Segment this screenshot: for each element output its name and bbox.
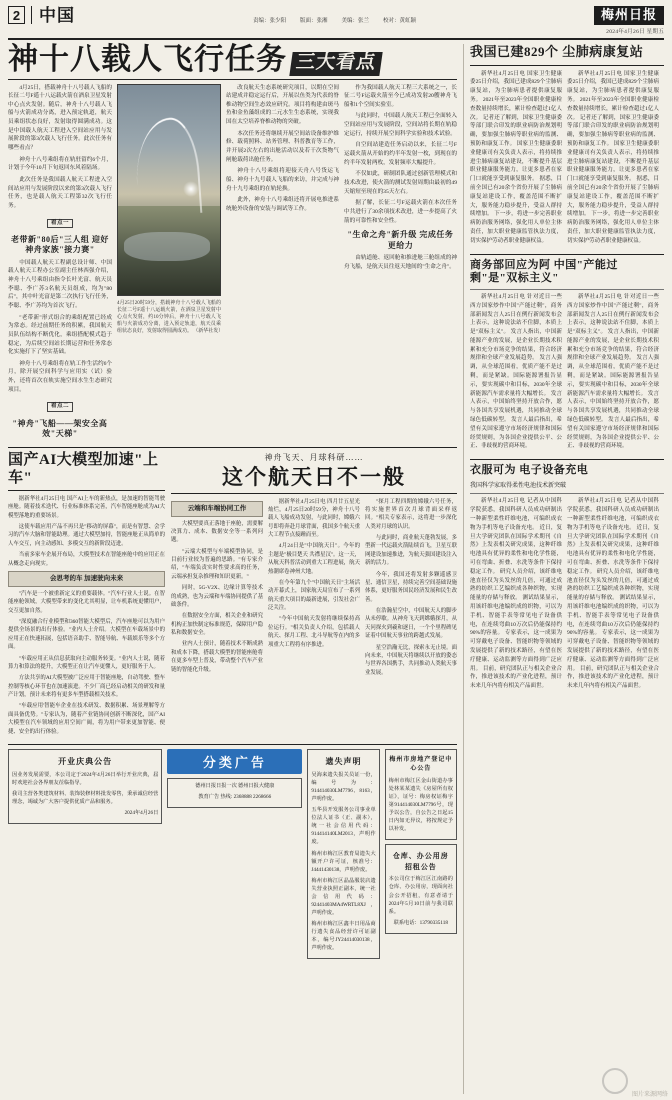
rail-body-1: 新华社4月25日电 国家卫生健康委25日介绍，我国已建成829个尘肺病康复站，为尘肺病患者提供康复服务。 2021年至2023年全国职业健康检查数量持续增长，累计检查超过1亿人次。 记者还了解到，国家卫生健康委等部门联合印发的职业病防治规划明确，要加强尘肺病等职业病的监测、预防和康复工作。 国家卫生健康委职业健康司有关负责人表示，将持续推进尘肺病康复站建设，不断提升基层职业健康服务能力，让更多患者在家门口就能享受到康复服务。 据悉，目前全国已有20余个省份开展了尘肺病康复站建设工作，覆盖范围不断扩大，服务能力稳步提升，受益人群持续增加。 下一步，将进一步完善职业病防治服务网络，强化用人单位主体责任，加大职业健康监管执法力度，切实保护劳动者职业健康权益。	[470, 70, 562, 244]
ai-p1: 这使车载应用产品不再只是"移动的屏幕"，而是有智慧、会学习的汽车大脑和智能助理。通过大模型加持，智能座舱正从简单的人车交互，向主动感知、多模交互的新阶段迈进。	[8, 524, 165, 547]
nameplate	[594, 6, 664, 35]
ai-s1: "汽车是一个被重新定义的重要载体。"汽车行业人士说。在智能座舱领域，大模型带来的变化尤其明显，让车机系统更懂用户，交互更加自然。	[8, 590, 165, 614]
rail-article-2	[470, 259, 664, 455]
rail-article-1	[470, 44, 664, 249]
lead-subhead-1	[8, 216, 112, 230]
lead-article	[8, 84, 457, 443]
classified-banner[interactable]: 分类广告	[167, 749, 302, 774]
ad-loss-notice[interactable]	[307, 749, 379, 959]
ad-loss-5: 梅州市梅江区鑫丰日用品商行遗失食品经营许可证副本，编号JY24414030138，声明作废。	[311, 921, 376, 952]
ad-opening-body-2: 我司主营各类建筑材料、装饰装修材料批发零售，秉承诚信经营理念，竭诚为广大客户提供优质产品和服务。	[12, 791, 159, 806]
ai-dateline: 据新华社4月25日电 国产AI上车的新热点，是加速的智能驾驶座舱。随着技术迭代、行业标准体系完善，汽车智能座舱成为AI大模型落地的重要场景。	[8, 495, 165, 519]
ad-property-body: 梅州市梅江区金山街道办事处林某某遗失《房屋所有权证》，证号：梅房权证梅字第914414030LM7796号，现予以公告，自公告之日起15日内如无异议，将按规定予以补发。	[388, 777, 453, 833]
ad-loss-title: 遗失声明	[325, 756, 362, 766]
credit-editor: 责编：张少阳	[252, 18, 286, 24]
ai-article-body-col1	[8, 495, 165, 736]
lead-c4-p5: 据了解，长征二号F运载火箭在本次任务中共进行了30余项技术改进，进一步提高了火箭的可靠性和安全性。	[344, 200, 457, 224]
space-day-article	[171, 452, 457, 739]
ai-c3: 同时，5G-V2X、边缘计算等技术的成熟，也为云端和车端协同提供了基础条件。	[171, 585, 263, 608]
issue-date: 2024年4月26日 星期五	[606, 29, 664, 36]
space-day-columns	[171, 498, 457, 681]
lead-subhead-2	[8, 399, 112, 413]
ad-opening-notice[interactable]	[8, 749, 162, 824]
ai-band-1: 会思考的车 加速驶向未来	[8, 571, 165, 587]
ad-right-column	[385, 749, 457, 959]
ai-s2: "深度融合行业模型和360智能大模型后，汽车座舱可以为用户提供全场景的出行体验。"业内人士介绍。大模型在车载场景中的应用正在快速拓展，包括语音助手、智能导航、车载娱乐等多个方面。	[8, 619, 165, 651]
lead-c3-p2: 本次任务还将继续开展空间站设备维护维修、载荷照料、站务管理、科普教育等工作，并开展2次左右的出舱活动以及若干次货物气闸舱载荷出舱任务。	[226, 130, 339, 163]
photo-caption: 4月25日20时59分，搭载神舟十八号载人飞船的长征二号F遥十八运载火箭，在酒泉卫星发射中心点火发射，约10分钟后，神舟十八号载人飞船与火箭成功分离，进入预定轨道，航天员乘组状态良好，发射取得圆满成功。 （新华社发）	[117, 300, 224, 334]
space-p7: 今年，我国还将发射多颗遥感卫星、通信卫星，持续完善空间基础设施体系，更好服务国民经济发展和民生改善。	[365, 571, 457, 603]
ai-article-title: 国产AI大模型加速"上车"	[8, 452, 159, 486]
ad-warehouse-contact: 联系电话：13790335118	[393, 919, 448, 926]
lead-tail-title: "生命之舟"新升级 完成任务更给力	[347, 230, 454, 250]
masthead	[8, 6, 664, 40]
ad-left-column	[8, 749, 162, 959]
ad-notice-column	[307, 749, 379, 959]
lead-sub-body-1: 中国载人航天工程副总设计师、中国载人航天工程办公室副主任林西强介绍，神舟十八号乘组由指令长叶光富、航天员李聪、李广苏3名航天员组成，均为"80后"，其中叶光富是第二次执行飞行任务，李聪、李广苏均为首次飞行。	[8, 259, 112, 309]
credit-art: 美编：张兰	[341, 18, 369, 24]
main-content	[8, 44, 464, 1094]
space-p5: "探月工程四期的嫦娥六号任务，将实施世界首次月球背面采样返回。"相关专家表示，这将进一步深化人类对月球的认识。	[365, 498, 457, 530]
space-day-col-3	[365, 498, 457, 681]
lead-c4-p4: 不仅如此，研制团队通过创新管理模式和技术改进，使火箭的测试发射周期由最初的49天缩短至现在的35天左右。	[344, 171, 457, 195]
space-p3: 在今年第九个"中国航天日"主场活动开幕式上，国家航天局宣布了一系列航天重大项目的最新进展，引发社会广泛关注。	[268, 579, 360, 612]
rail-title-3: 衣服可为 电子设备充电	[470, 464, 589, 477]
ai-c2: "云端大模型与车端模型协同，是目前行业较为普遍的思路。"有专家介绍，"车端负责实时性要求高的任务，云端承担复杂推理和知识更新。"	[171, 548, 263, 580]
rail-title-2: 商务部回应为阿 中国"产能过剩"是"双标主义"	[470, 258, 618, 284]
space-p8: 在浩瀚星空中，中国航天人的脚步从未停歇。从神舟飞天到嫦娥探月，从天问探火到羲和逐日，一个个里程碑见证着中国航天事业的跨越式发展。	[365, 608, 457, 640]
space-day-col-1	[171, 498, 263, 681]
lead-c3-p3: 神舟十八号乘组将迎接天舟八号货运飞船、神舟十九号载人飞船的来访，并完成与神舟十九号乘组的在轨轮换。	[226, 168, 339, 192]
space-day-title: 这个航天日不一般	[222, 465, 406, 490]
ai-article	[8, 452, 165, 739]
credit-proof: 校对：黄虹颖	[383, 18, 417, 24]
watermark-circle-icon	[602, 1068, 628, 1094]
classified-ads	[8, 744, 457, 959]
ai-c5: 业内人士预计，随着技术不断成熟和成本下降，搭载大模型的智能座舱将在更多车型上普及，带动整个汽车产业链的智能化升级。	[171, 641, 263, 673]
rail-body-3: 新华社4月25日电 记者从中国科学院获悉，我国科研人员成功研制出一种新型柔性纤维电池，可编织成衣物为手机等电子设备充电。 近日，复旦大学研究团队在国际学术期刊《自然》上发表相关研究成果，这种纤维电池具有优异的柔性和电化学性能，可在弯曲、折叠、水洗等条件下保持稳定工作。 研究人员介绍，该纤维电池直径仅为头发丝的几倍，可通过成熟的纺织工艺编织成各种织物，实现能量的存储与释放。 测试结果显示，用该纤维电池编织成的织物，可以为手机、智能手表等常见电子设备供电，在连续弯曲10万次后仍能保持约90%的容量。 专家表示，这一成果为可穿戴电子设备、智能织物等领域的发展提供了新的技术路径，有望在医疗健康、运动监测等方面得到广泛应用。 目前，研究团队正与相关企业合作，推进该技术的产业化进程，预计未来几年内将有相关产品面世。	[470, 498, 562, 690]
rail-subtitle-3: 我国科学家取得柔性电池技术新突破	[470, 483, 567, 490]
lead-p2: 神舟十八号乘组将在轨驻留约6个月，计划于今年10月下旬返回东风着陆场。	[8, 156, 112, 172]
space-p6: 与此同时，商业航天蓬勃发展，多型新一代运载火箭陆续首飞，卫星互联网建设加速推进，为航天强国建设注入新的活力。	[365, 535, 457, 567]
right-rail	[464, 44, 664, 1094]
ad-loss-2: 五华县开发服务公司事业单位法人证书（正、副本），统一社会信用代码：914414140LM2013，声明作废。	[311, 807, 376, 846]
ad-property-notice[interactable]	[385, 749, 457, 840]
lead-subtitle-2: "神舟"飞船——架安全高效"天梯"	[12, 418, 108, 438]
ad-opening-title: 开业庆典公告	[58, 756, 113, 766]
space-p1: 据新华社4月25日电 四月廿五星光灿烂，4月25日20时59分，神舟十八号载人飞船成功发射，与此同时，嫦娥六号即将奔赴月球背面，我国多个航天重大工程节点接踵而至。	[268, 498, 360, 539]
lead-sub-body-3: 神舟十八号乘组将在轨工作生活约6个月，除开展空间科学与应用实（试）验外，还将首次在轨实施空间水生生态研究项目。	[8, 360, 112, 393]
ad-banner-column	[167, 749, 302, 959]
lead-c3-p1: 改良航天生态系统研究项目，以期在空间站建成并稳定运行后，开展以鱼类为代表的脊椎动物空间生态效应研究。项目将构建由斑马鱼和金鱼藻组成的二元水生生态系统，实现我国在太空培养脊椎动物的突破。	[226, 84, 339, 126]
ad-warehouse-title: 仓库、办公用房 招租公告	[392, 852, 449, 871]
ad-loss-4: 梅州市梅江区晶晶服装店遗失营业执照正副本，统一社会信用代码：92441403MA4WRTL8XJ，声明作废。	[311, 877, 376, 916]
launch-photo	[117, 84, 221, 296]
ad-warehouse-body: 本公司位于梅江区江南路的仓库、办公用房，现面向社会公开招租，有意者请于2024年5月10日前与我司联系。	[388, 876, 453, 915]
ad-hotline-box[interactable]	[167, 778, 302, 808]
ai-p2: 当前多家车企展开布局，大模型技术在智能座舱中的应用正在从概念走向现实。	[8, 552, 165, 567]
ad-warehouse-notice[interactable]	[385, 844, 457, 933]
page-number: 2	[8, 6, 25, 24]
ai-c1: 大模型要真正落地于座舱，需要解决算力、成本、数据安全等一系列问题。	[171, 520, 263, 544]
rail-body-2b: 新华社4月25日电 针对近日一些西方国家炒作中国"产能过剩"，商务部新闻发言人25日在例行新闻发布会上表示，这种说法站不住脚，本质上是"双标主义"。 发言人指出，中国新能源产业的发展，是企业长期技术积累和充分市场竞争的结果，符合经济规律和全球产业发展趋势。 发言人强调，从全球范围看，优质产能不是过剩，而是紧缺。国际能源署报告显示，要实现碳中和目标，2030年全球新能源汽车需求量将大幅增长。 发言人表示，中国始终坚持开放合作，愿与各国共享发展机遇，共同推动全球绿色低碳转型。 发言人最后指出，希望有关国家遵守市场经济规律和国际经贸规则，为各国企业提供公平、公正、非歧视的营商环境。	[567, 293, 659, 450]
lead-p3: 此次任务是我国载人航天工程进入空间站应用与发展阶段以来的第3次载人飞行任务，也是载人航天工程第32次飞行任务。	[8, 177, 112, 210]
space-day-eyebrow: 神舟飞天、月球科研……	[264, 453, 364, 463]
secondary-section	[8, 447, 457, 739]
rail-title-1: 我国已建829个 尘肺病康复站	[470, 44, 644, 59]
credit-layout: 版面：张湘	[299, 18, 328, 24]
rail-body-2: 新华社4月25日电 针对近日一些西方国家炒作中国"产能过剩"，商务部新闻发言人25日在例行新闻发布会上表示，这种说法站不住脚，本质上是"双标主义"。 发言人指出，中国新能源产业的发展，是企业长期技术积累和充分市场竞争的结果，符合经济规律和全球产业发展趋势。 发言人强调，从全球范围看，优质产能不是过剩，而是紧缺。国际能源署报告显示，要实现碳中和目标，2030年全球新能源汽车需求量将大幅增长。 发言人表示，中国始终坚持开放合作，愿与各国共享发展机遇，共同推动全球绿色低碳转型。 发言人最后指出，希望有关国家遵守市场经济规律和国际经贸规则，为各国企业提供公平、公正、非歧视的营商环境。	[470, 293, 562, 450]
watermark-text: 图片来源网络	[631, 1092, 668, 1098]
lead-dateline: 4月25日，搭载神舟十八号载人飞船的长征二号F遥十八运载火箭在酒泉卫星发射中心点火发射。随后，神舟十八号载人飞船与火箭成功分离，进入预定轨道，航天员乘组状态良好，发射取得圆满成功。这是中国载人航天工程进入空间站应用与发展阶段的第3次载人飞行任务。此次任务有哪些看点？	[8, 84, 112, 152]
lead-c4-p3: 自空间站建造任务启动以来，长征二号F运载火箭从开始的约半年发射一枚，到现在的约半年发射两枚，发射频率大幅提升。	[344, 142, 457, 166]
rail-body-1b: 新华社4月25日电 国家卫生健康委25日介绍，我国已建成829个尘肺病康复站，为尘肺病患者提供康复服务。 2021年至2023年全国职业健康检查数量持续增长，累计检查超过1亿人次。 记者还了解到，国家卫生健康委等部门联合印发的职业病防治规划明确，要加强尘肺病等职业病的监测、预防和康复工作。 国家卫生健康委职业健康司有关负责人表示，将持续推进尘肺病康复站建设，不断提升基层职业健康服务能力，让更多患者在家门口就能享受到康复服务。 据悉，目前全国已有20余个省份开展了尘肺病康复站建设工作，覆盖范围不断扩大，服务能力稳步提升，受益人群持续增加。 下一步，将进一步完善职业病防治服务网络，强化用人单位主体责任，加大职业健康监管执法力度，切实保护劳动者职业健康权益。	[567, 70, 659, 244]
lead-col-2	[117, 84, 224, 443]
ad-property-title: 梅州市房地产登记中心公告	[389, 756, 453, 772]
subhead-label-2: 看点二	[47, 402, 73, 411]
lead-subtitle-1: 老带新"80后"三人组 迎好神舟家族"接力赛"	[11, 234, 109, 255]
space-day-col-2	[268, 498, 360, 681]
ad-subbanner-right: 教育广告 热线: 2368888 2268666	[198, 794, 272, 800]
masthead-divider	[31, 6, 32, 24]
headline-rule	[8, 79, 457, 80]
credits	[75, 6, 594, 24]
section-name: 中国	[39, 6, 75, 25]
space-p4: "今年中国航天发射将继续保持高位运行。"相关负责人介绍，包括载人航天、探月工程、北斗导航等在内的多项重大工程将有序推进。	[268, 616, 360, 648]
lead-kicker: 三大看点	[289, 52, 382, 76]
space-p2: 4月24日是"中国航天日"。今年的主题是"极目楚天 共襟星汉"。这一天，从航天科普活动到重大工程进展，航天热潮席卷神州大地。	[268, 543, 360, 575]
lead-sub-body-2: "老带新"形式组合的乘组配置已经成为常态。经过前期任务的积累，我国航天员队伍结构不断优化，乘组搭配模式趋于稳定，为后续空间站长期运营和任务常态化实施打下了坚实基础。	[8, 314, 112, 356]
ai-c4: 在数据安全方面，相关企业和研究机构正加快制定标准规范，保障用户隐私和数据安全。	[171, 613, 263, 637]
rail-body-3b: 新华社4月25日电 记者从中国科学院获悉，我国科研人员成功研制出一种新型柔性纤维电池，可编织成衣物为手机等电子设备充电。 近日，复旦大学研究团队在国际学术期刊《自然》上发表相关研究成果，这种纤维电池具有优异的柔性和电化学性能，可在弯曲、折叠、水洗等条件下保持稳定工作。 研究人员介绍，该纤维电池直径仅为头发丝的几倍，可通过成熟的纺织工艺编织成各种织物，实现能量的存储与释放。 测试结果显示，用该纤维电池编织成的织物，可以为手机、智能手表等常见电子设备供电，在连续弯曲10万次后仍能保持约90%的容量。 专家表示，这一成果为可穿戴电子设备、智能织物等领域的发展提供了新的技术路径，有望在医疗健康、运动监测等方面得到广泛应用。 目前，研究团队正与相关企业合作，推进该技术的产业化进程，预计未来几年内将有相关产品面世。	[567, 498, 659, 690]
lead-c4-p2: 与此同时，中国载人航天工程已全面转入空间站应用与发展阶段，空间站将长期在轨稳定运行，持续开展空间科学实验和技术试验。	[344, 113, 457, 137]
ad-loss-1: 吴海来遗失报关员证一份，编号为：914414030LM7796、8163，声明作废。	[311, 771, 376, 803]
ad-subbanner-left: 德州日报日报一次 德州日报大健康	[195, 782, 275, 789]
lead-col-4	[344, 84, 457, 443]
subhead-label-1: 看点一	[47, 219, 73, 228]
lead-col-3	[226, 84, 339, 443]
lead-col-1	[8, 84, 112, 443]
lead-headline: 神十八载人飞行任务	[8, 43, 287, 76]
space-p9: 星空浩瀚无比，探索永无止境。面向未来，中国航天将继续以开放的姿态与世界各国携手，共同推动人类航天事业发展。	[365, 644, 457, 676]
ai-s5: "车载应用'智能车企业在技术研发、数据积累、场景理解等方面具备优势。"专家认为，随着产业链协同创新不断深化，国产AI大模型在汽车领域的应用空间广阔，将为用户带来更加智能、便捷、安全的出行体验。	[8, 703, 165, 735]
lead-tail-body: 由轨道舱、返回舱和推进舱三舱组成的神舟飞船，是航天员往返天地间的"生命之舟"。	[344, 255, 457, 270]
ai-s4: 方法共享的AI大模型被广泛应用于智能座舱，自动驾驶、整车控制等核心环节也在加速演进。不少厂商已经启动相关的研发和量产计划，预计未来将有更多车型搭载相关技术。	[8, 675, 165, 699]
ai-s3: "车载应用正从信息获取向主动服务转变。"业内人士说，随着算力和算法的提升，大模型正在让汽车更懂人，更好服务于人。	[8, 655, 165, 670]
ad-loss-3: 梅州市梅江区教育局遗失大额开户许可证，核准号：J4441430138，声明作废。	[311, 850, 376, 873]
rail-article-3	[470, 464, 664, 694]
ad-opening-body-1: 因业务发展需要，本公司定于2024年4月26日举行开业庆典，届时欢迎社会各界朋友莅临指导。	[12, 771, 159, 786]
paper-name: 梅州日报	[594, 6, 664, 25]
ad-opening-date: 2024年4月26日	[124, 810, 159, 817]
lead-c4-p1: 作为我国载人航天工程三大系统之一，长征二号F运载火箭至今已成功发射20艘神舟飞船和1个空间实验室。	[344, 84, 457, 108]
ai-cloud-band: 云端和车端协同工作	[171, 501, 263, 517]
lead-headline-row	[8, 44, 457, 76]
lead-c3-p4: 此外，神舟十八号乘组还将开展电推进系统舱外设备的安装与调试等工作。	[226, 197, 339, 213]
